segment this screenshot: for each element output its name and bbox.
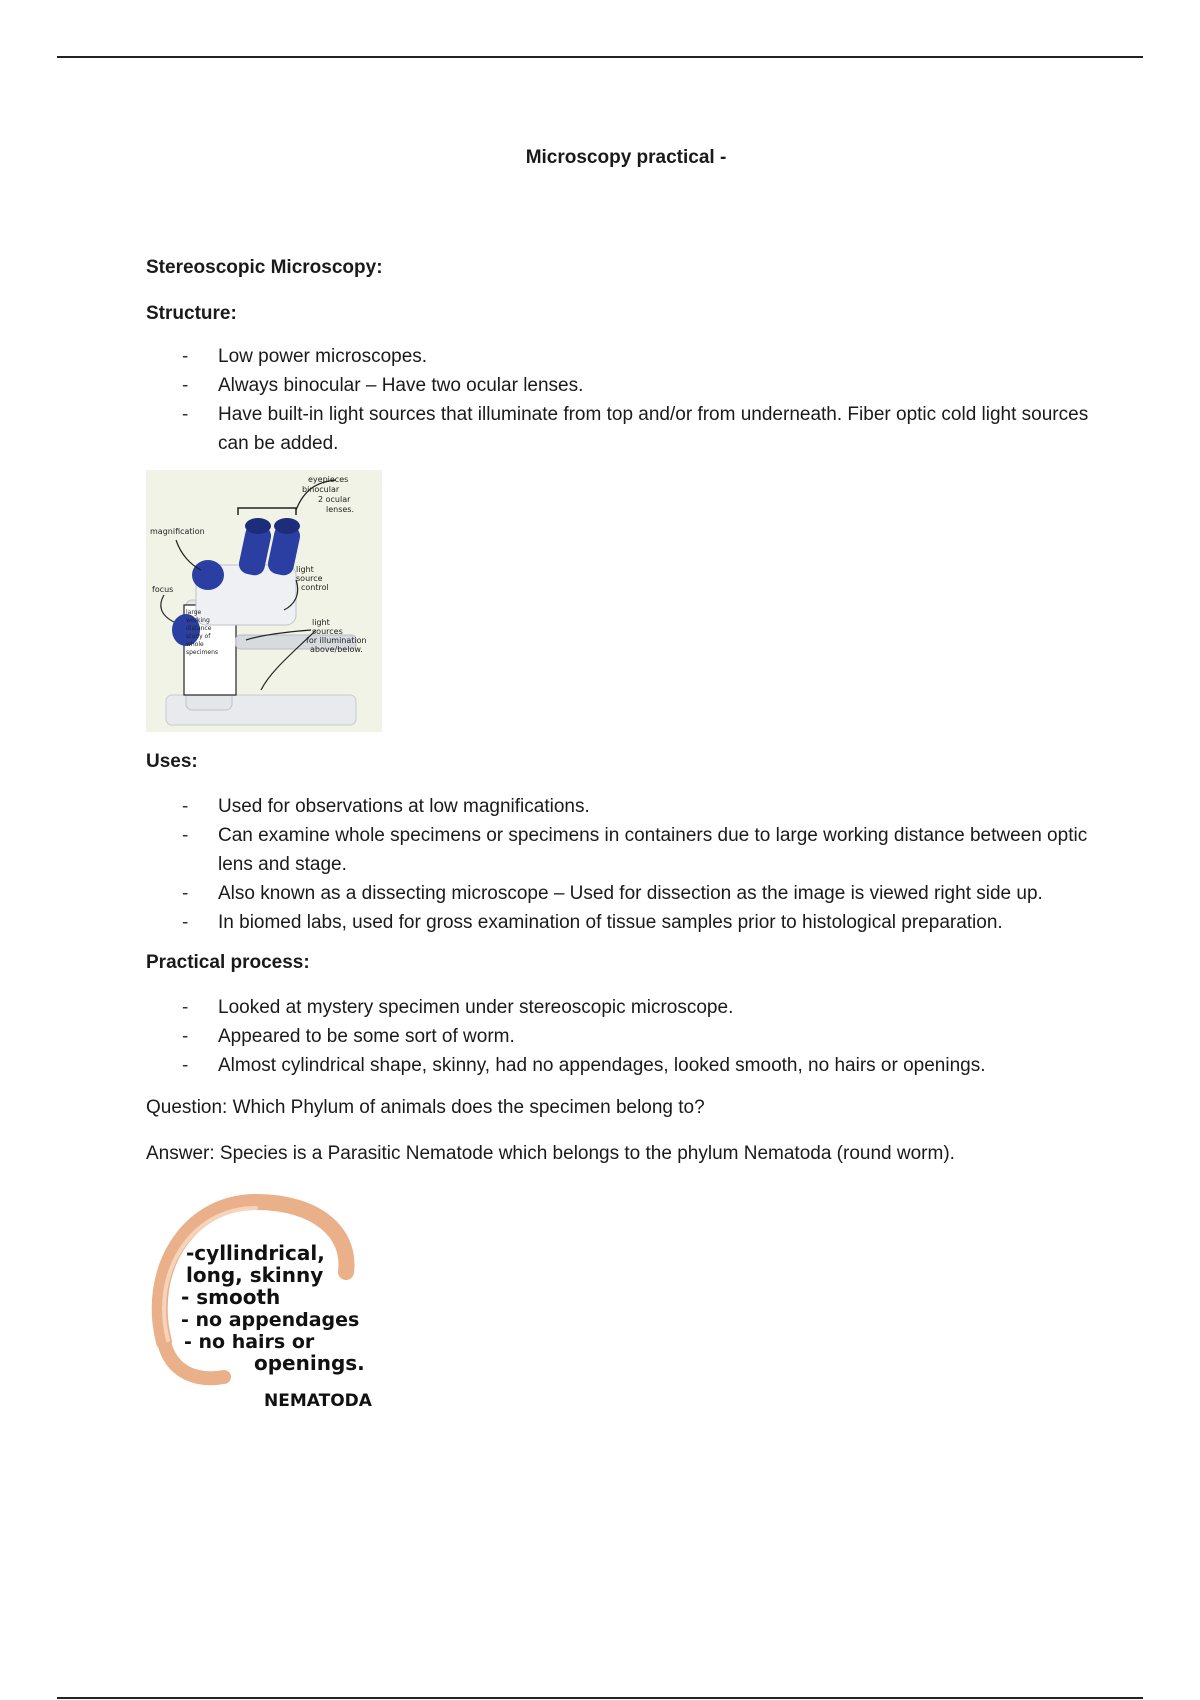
label-light-control-1: light <box>296 565 314 574</box>
question-text: Question: Which Phylum of animals does the specimen belong to? <box>146 1097 705 1118</box>
list-item: - In biomed labs, used for gross examination of tissue samples prior to histological preparation. <box>146 908 1106 937</box>
uses-list <box>146 792 1106 937</box>
list-item: - Used for observations at low magnifications. <box>146 792 1106 821</box>
label-binocular: binocular <box>302 485 340 494</box>
list-item: - Have built-in light sources that illuminate from top and/or from underneath. Fiber optic cold light sources can be added. <box>146 400 1106 458</box>
nematoda-label: NEMATODA <box>264 1391 372 1411</box>
structure-list <box>146 342 1106 458</box>
label-light-sources-4: above/below. <box>310 645 363 654</box>
label-light-sources-2: sources <box>312 627 343 636</box>
list-item: - Always binocular – Have two ocular lenses. <box>146 371 1106 400</box>
structure-heading: Structure: <box>146 303 237 324</box>
label-light-sources-1: light <box>312 618 330 627</box>
worm-note-6: openings. <box>254 1351 365 1375</box>
label-working-1: large <box>186 609 202 616</box>
label-lenses: lenses. <box>326 505 355 514</box>
microscope-figure <box>146 470 382 732</box>
uses-heading: Uses: <box>146 751 198 772</box>
list-item: - Almost cylindrical shape, skinny, had no appendages, looked smooth, no hairs or openings. <box>146 1051 1106 1080</box>
worm-note-3: - smooth <box>181 1285 281 1309</box>
label-ocular: 2 ocular <box>318 495 351 504</box>
worm-note-1: -cyllindrical, <box>186 1241 325 1265</box>
label-working-5: whole <box>186 641 204 648</box>
list-item: - Looked at mystery specimen under stereoscopic microscope. <box>146 993 1106 1022</box>
worm-note-5: - no hairs or <box>184 1331 315 1353</box>
worm-note-4: - no appendages <box>181 1309 360 1331</box>
worm-figure <box>146 1192 376 1417</box>
label-magnification: magnification <box>150 527 205 536</box>
worm-note-2: long, skinny <box>186 1263 324 1287</box>
section-heading: Stereoscopic Microscopy: <box>146 257 383 278</box>
label-light-control-3: control <box>301 583 329 592</box>
label-working-4: study of <box>186 633 211 640</box>
answer-text: Answer: Species is a Parasitic Nematode which belongs to the phylum Nematoda (round worm). <box>146 1143 955 1164</box>
document-body <box>146 140 1106 1417</box>
process-heading: Practical process: <box>146 952 310 973</box>
list-item: - Appeared to be some sort of worm. <box>146 1022 1106 1051</box>
process-list <box>146 993 1106 1080</box>
label-working-6: specimens <box>186 649 219 656</box>
page-title: Microscopy practical - <box>525 147 727 168</box>
label-light-control-2: source <box>296 574 323 583</box>
list-item: - Low power microscopes. <box>146 342 1106 371</box>
label-working-2: working <box>186 617 210 624</box>
footer-rule <box>57 1697 1143 1699</box>
header-rule <box>57 56 1143 58</box>
list-item: - Can examine whole specimens or specimens in containers due to large working distance between optic lens and stage. <box>146 821 1106 879</box>
list-item: - Also known as a dissecting microscope – Used for dissection as the image is viewed right side up. <box>146 879 1106 908</box>
label-working-3: distance <box>186 625 212 632</box>
label-light-sources-3: for illumination <box>306 636 367 645</box>
label-eyepieces: eyepieces <box>308 475 349 484</box>
label-focus: focus <box>152 585 174 594</box>
